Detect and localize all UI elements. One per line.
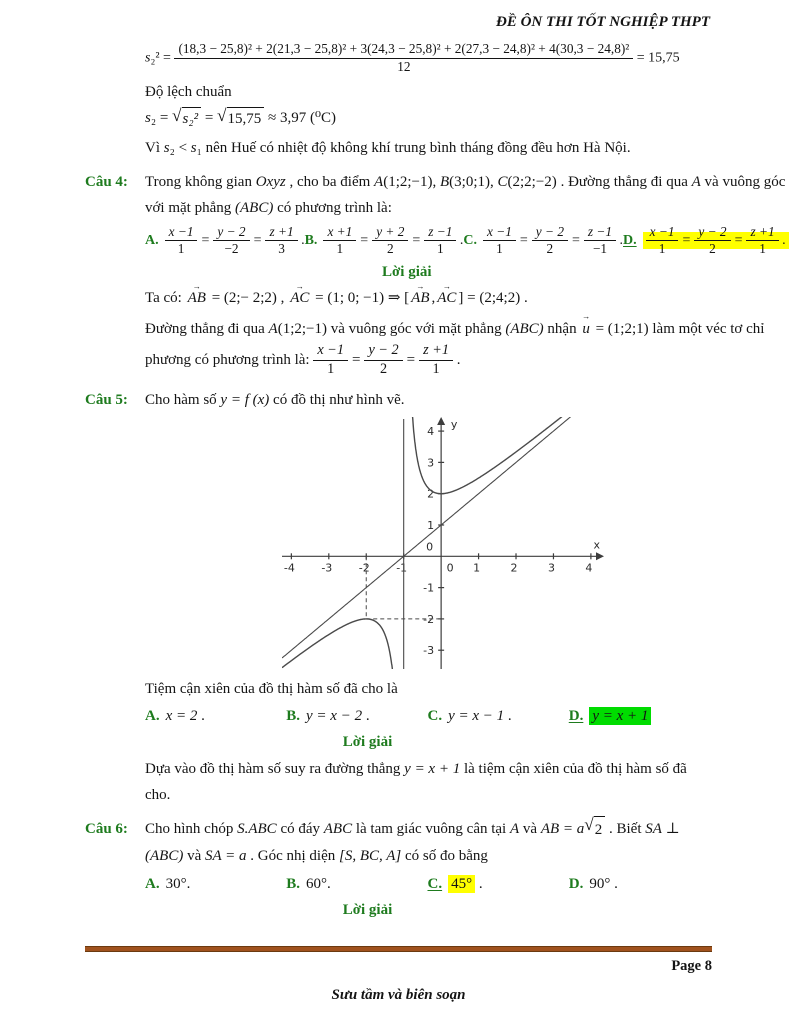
std-deviation-label: Độ lệch chuẩn [145, 84, 232, 101]
option-b-value: $\frac{x +1}{1}$ = $\frac{y + 2}{2}$ = $\frac{z -1}{1}$ . [323, 233, 463, 248]
option-a [145, 704, 286, 728]
option-c-value: y = x − 1 . [448, 708, 512, 725]
svg-text:0: 0 [446, 561, 454, 575]
footer-credit: Sưu tầm và biên soạn [331, 987, 466, 1003]
option-b [305, 224, 464, 258]
option-d-label: D. [568, 875, 584, 892]
option-c-label: C. [463, 233, 478, 249]
graph-svg [282, 417, 604, 669]
solution-heading: Lời giải [342, 901, 393, 918]
question-5 [85, 387, 710, 809]
option-b [286, 704, 427, 728]
option-c-value: 45° . [448, 875, 483, 893]
page-number: Page 8 [671, 958, 712, 974]
footer-divider [85, 946, 712, 952]
option-a-label: A. [145, 708, 160, 725]
question-6-text: Cho hình chóp S.ABC có đáy ABC là tam giác vuông cân tại A và AB = a √ 2 . Biết SA ⊥ (ABC) và SA = a . Góc nhị diện [S, BC, A] có số đo bằng [145, 815, 680, 865]
question-5-options [145, 704, 710, 728]
solution-heading: Lời giải [382, 263, 432, 280]
svg-text:-4: -4 [283, 561, 295, 575]
option-a-value: 30°. [165, 875, 191, 892]
question-5-text: Cho hàm số y = f (x) có đồ thị như hình vẽ. [145, 391, 405, 408]
option-c [463, 224, 623, 258]
question-6-label: Câu 6: [85, 821, 128, 838]
svg-text:3: 3 [427, 456, 435, 470]
option-d [569, 872, 710, 896]
svg-text:2: 2 [427, 487, 435, 501]
page-content [85, 14, 786, 923]
option-d-value: $\frac{x -1}{1}$ = $\frac{y - 2}{2}$ = $\frac{z +1}{1}$ . [643, 232, 789, 249]
option-d-correct [569, 704, 710, 728]
option-c-label: C. [427, 708, 443, 725]
page-footer [85, 946, 712, 1004]
svg-text:-2: -2 [423, 612, 435, 626]
q4-solution-line-2: Đường thẳng đi qua A(1;2;−1) và vuông góc với mặt phẳng (ABC) nhận → u = (1;2;1) làm một véc tơ chỉ phương có phương trình là: $\frac{x -1}{1}$ = $\frac{y - 2}{2}$ = $\frac{z +1}{1}$ . [145, 316, 789, 379]
question-4 [85, 169, 786, 378]
option-c-label: C. [427, 875, 443, 892]
option-c [428, 704, 569, 728]
option-b-value: y = x − 2 . [306, 708, 370, 725]
option-b [286, 872, 427, 896]
variance-formula: s₂² = (18,3 − 25,8)² + 2(21,3 − 25,8)² + 3(24,3 − 25,8)² + 2(27,3 − 24,8)² + 4(30,3 − 24,8)² 12 = 15,75 [145, 41, 680, 74]
option-b-label: B. [304, 233, 318, 249]
stats-conclusion: Vì s₂ < s₁ nên Huế có nhiệt độ không khí trung bình tháng đồng đều hơn Hà Nội. [145, 139, 631, 156]
option-a-value: x = 2 . [165, 708, 205, 725]
q5-solution-line: Dựa vào đồ thị hàm số suy ra đường thẳng y = x + 1 là tiệm cận xiên của đồ thị hàm số đã cho. [145, 760, 687, 803]
svg-text:y: y [450, 417, 458, 431]
svg-text:-3: -3 [423, 644, 435, 658]
option-b-label: B. [286, 708, 301, 725]
question-6-body [145, 816, 710, 923]
option-a-value: $\frac{x -1}{1}$ = $\frac{y - 2}{-2}$ = $\frac{z +1}{3}$ . [165, 233, 305, 248]
option-d-value: y = x + 1 [589, 707, 651, 725]
svg-text:2: 2 [510, 561, 518, 575]
std-deviation-formula: s₂ = √ s₂² = √ 15,75 ≈ 3,97 (⁰C) [145, 107, 710, 131]
option-d-value: 90° . [589, 875, 618, 892]
question-5-label: Câu 5: [85, 391, 128, 408]
option-b-label: B. [286, 875, 301, 892]
svg-text:1: 1 [473, 561, 481, 575]
function-graph [282, 417, 604, 674]
q5-subquestion-text: Tiệm cận xiên của đồ thị hàm số đã cho là [145, 680, 398, 697]
svg-text:4: 4 [427, 424, 435, 438]
option-a-label: A. [145, 875, 160, 892]
option-a-label: A. [145, 233, 159, 249]
option-d-label: D. [623, 233, 637, 249]
question-6-options [145, 872, 710, 896]
solution-heading: Lời giải [342, 734, 393, 751]
svg-text:-1: -1 [423, 581, 435, 595]
question-5-body [145, 387, 710, 809]
option-d-label: D. [568, 708, 584, 725]
question-4-text: Trong không gian Oxyz , cho ba điểm A(1;2;−1), B(3;0;1), C(2;2;−2) . Đường thẳng đi qua A và vuông góc với mặt phẳng (ABC) có phương trình là: [145, 174, 786, 217]
question-4-label: Câu 4: [85, 174, 128, 191]
svg-text:-2: -2 [358, 561, 370, 575]
option-d-correct [623, 224, 789, 258]
option-c-value: $\frac{x -1}{1}$ = $\frac{y - 2}{2}$ = $\frac{z -1}{-1}$ . [483, 233, 623, 248]
svg-text:4: 4 [585, 561, 593, 575]
svg-text:1: 1 [427, 518, 435, 532]
option-a [145, 224, 305, 258]
svg-text:x: x [593, 538, 600, 552]
document-header-title: ĐỀ ÔN THI TỐT NGHIỆP THPT [495, 14, 710, 30]
option-a [145, 872, 286, 896]
option-b-value: 60°. [306, 875, 331, 892]
q4-solution-line-1: Ta có: → AB = (2;− 2;2) , → AC = (1; 0; −1) ⇒ [ → AB , → AC ] = (2;4;2) . [145, 285, 789, 311]
svg-text:-1: -1 [396, 561, 408, 575]
question-4-options [145, 224, 789, 258]
svg-text:-3: -3 [321, 561, 333, 575]
question-6 [85, 816, 710, 923]
option-c-correct [428, 872, 569, 896]
svg-text:0: 0 [426, 540, 434, 554]
question-4-body [145, 169, 789, 378]
svg-text:3: 3 [547, 561, 555, 575]
